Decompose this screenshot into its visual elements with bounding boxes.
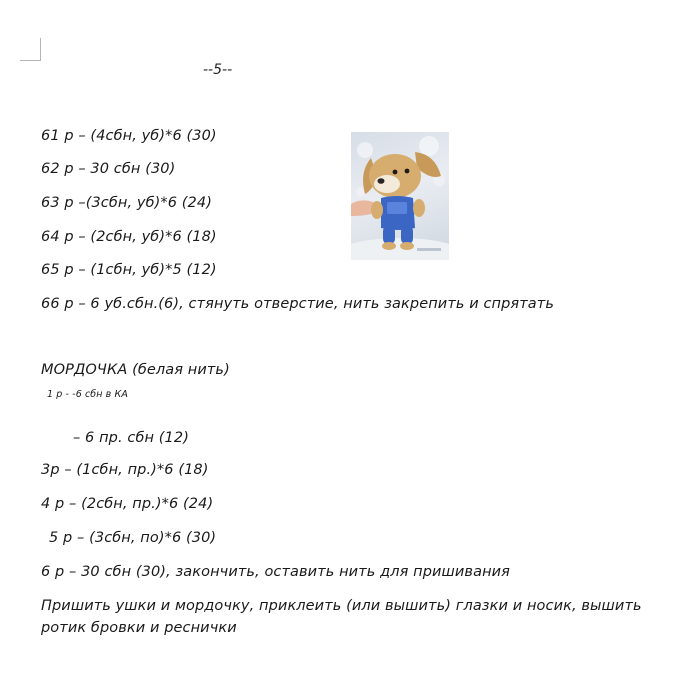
pattern-row-66: 66 р – 6 уб.сбн.(6), стянуть отверстие, нить закрепить и спрятать <box>41 296 554 312</box>
finishing-instructions: Пришить ушки и мордочку, приклеить (или вышить) глазки и носик, вышить ротик бровки и реснички <box>41 598 642 636</box>
pattern-row-63: 63 р –(3сбн, уб)*6 (24) <box>41 195 212 211</box>
face-row-1: 1 р - -6 сбн в КА <box>47 389 128 400</box>
face-row-3: 3р – (1сбн, пр.)*6 (18) <box>41 462 209 478</box>
pattern-row-61: 61 р – (4сбн, уб)*6 (30) <box>41 128 217 144</box>
page-number: --5-- <box>203 62 233 78</box>
pattern-row-65: 65 р – (1сбн, уб)*5 (12) <box>41 262 217 278</box>
face-row-5: 5 р – (3сбн, по)*6 (30) <box>49 530 217 546</box>
face-row-6: 6 р – 30 сбн (30), закончить, оставить нить для пришивания <box>41 564 510 580</box>
pattern-row-62: 62 р – 30 сбн (30) <box>41 161 176 177</box>
toy-dog-photo <box>351 132 449 260</box>
face-row-2: – 6 пр. сбн (12) <box>73 430 189 446</box>
toy-dog-icon <box>351 132 449 260</box>
pattern-row-64: 64 р – (2сбн, уб)*6 (18) <box>41 229 217 245</box>
page-corner-mark <box>20 38 41 61</box>
face-row-4: 4 р – (2сбн, пр.)*6 (24) <box>41 496 214 512</box>
section-heading-face: МОРДОЧКА (белая нить) <box>41 362 230 378</box>
